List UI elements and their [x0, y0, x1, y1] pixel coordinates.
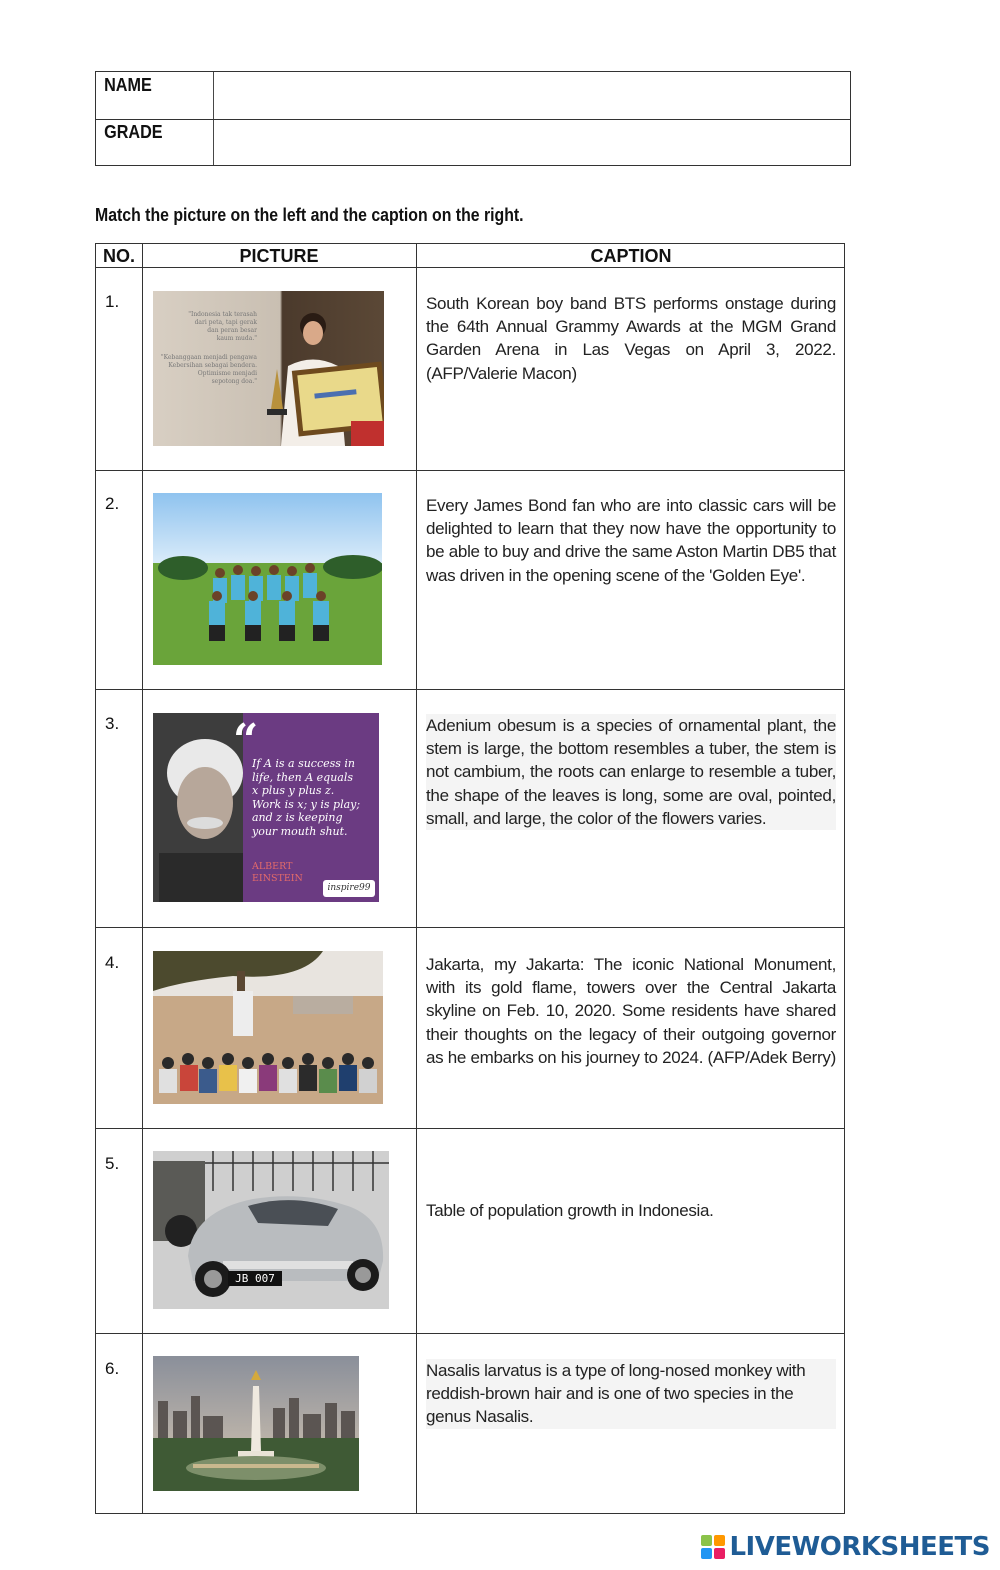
license-plate: JB 007	[228, 1271, 282, 1286]
column-divider	[142, 244, 143, 1513]
instruction-text: Match the picture on the left and the caption on the right.	[95, 205, 524, 225]
header-caption: CAPTION	[590, 246, 672, 266]
caption-text: Table of population growth in Indonesia.	[426, 1201, 714, 1220]
grade-label: GRADE	[96, 119, 214, 166]
brand-badge: inspire99	[323, 880, 375, 897]
row-divider	[96, 689, 844, 690]
caption-text: Adenium obesum is a species of ornamental plant, the stem is large, the bottom resembles a tuber, the stem is not cambium, the roots can enlarge to resemble a tuber, the shape of the leaves is long, some are oval, pointed, small, and large, the color of the flowers varies.	[426, 714, 836, 830]
outdoor-class-photo[interactable]	[153, 951, 383, 1104]
column-divider	[416, 244, 417, 1513]
row-number: 1.	[105, 292, 120, 311]
row-number: 2.	[105, 494, 120, 513]
caption-text: Jakarta, my Jakarta: The iconic National Monument, with its gold flame, towers over the Central Jakarta skyline on Feb. 10, 2020. Some residents have shared their thoughts on the legacy of their outgoing governor as he embarks on his journey to 2024. (AFP/Adek Berry)	[426, 955, 836, 1067]
quote-author	[252, 861, 303, 885]
grade-row	[96, 119, 850, 166]
wall-quote-2: "Kebanggaan menjadi pengawa Kebersihan sebagai bendera. Optimisme menjadi sepotong doa."	[160, 354, 257, 385]
football-team-image	[153, 493, 382, 665]
caption-text: Every James Bond fan who are into classic cars will be delighted to learn that they now have the opportunity to be able to buy and drive the same Aston Martin DB5 that was driven in the opening scene of the 'Golden Eye'.	[426, 496, 836, 585]
header-no: NO.	[102, 246, 135, 266]
liveworksheets-logo[interactable]	[701, 1532, 990, 1562]
row-divider	[96, 1128, 844, 1129]
football-team-photo[interactable]	[153, 493, 382, 665]
award-photo[interactable]	[153, 291, 384, 446]
row-number: 6.	[105, 1359, 120, 1378]
quote-text: If A is a success in life, then A equals x plus y plus z. Work is x; y is play; and z is keeping your mouth shut.	[252, 757, 361, 838]
name-field[interactable]	[227, 72, 850, 119]
caption-text: South Korean boy band BTS performs onstage during the 64th Annual Grammy Awards at the MGM Grand Garden Arena in Las Vegas on April 3, 2022. (AFP/Valerie Macon)	[426, 294, 836, 383]
caption-text: Nasalis larvatus is a type of long-nosed monkey with reddish-brown hair and is one of two species in the genus Nasalis.	[426, 1359, 836, 1429]
author-first-name: ALBERT	[252, 861, 293, 872]
student-info-table	[95, 71, 851, 166]
row-divider	[96, 927, 844, 928]
outdoor-class-image	[153, 951, 383, 1104]
row-number: 4.	[105, 953, 120, 972]
grade-field[interactable]	[227, 119, 850, 166]
einstein-quote-card[interactable]	[153, 713, 379, 902]
classic-car-photo[interactable]	[153, 1151, 389, 1309]
wall-quote-1: "Indonesia tak terasah dari peta, tapi gerak dan peran besar kaum muda."	[188, 311, 257, 342]
award-photo-image	[153, 291, 384, 446]
name-label: NAME	[96, 72, 214, 119]
row-divider	[96, 470, 844, 471]
logo-mark-icon	[701, 1535, 725, 1559]
row-divider	[96, 1333, 844, 1334]
jakarta-skyline-photo[interactable]	[153, 1356, 359, 1491]
row-number: 5.	[105, 1154, 120, 1173]
matching-table	[95, 243, 845, 1514]
jakarta-skyline-image	[153, 1356, 359, 1491]
header-picture: PICTURE	[239, 246, 319, 266]
logo-text: LIVEWORKSHEETS	[729, 1532, 990, 1562]
author-last-name: EINSTEIN	[252, 873, 303, 884]
quote-mark-icon: “	[233, 715, 259, 766]
name-row	[96, 72, 850, 120]
row-number: 3.	[105, 714, 120, 733]
